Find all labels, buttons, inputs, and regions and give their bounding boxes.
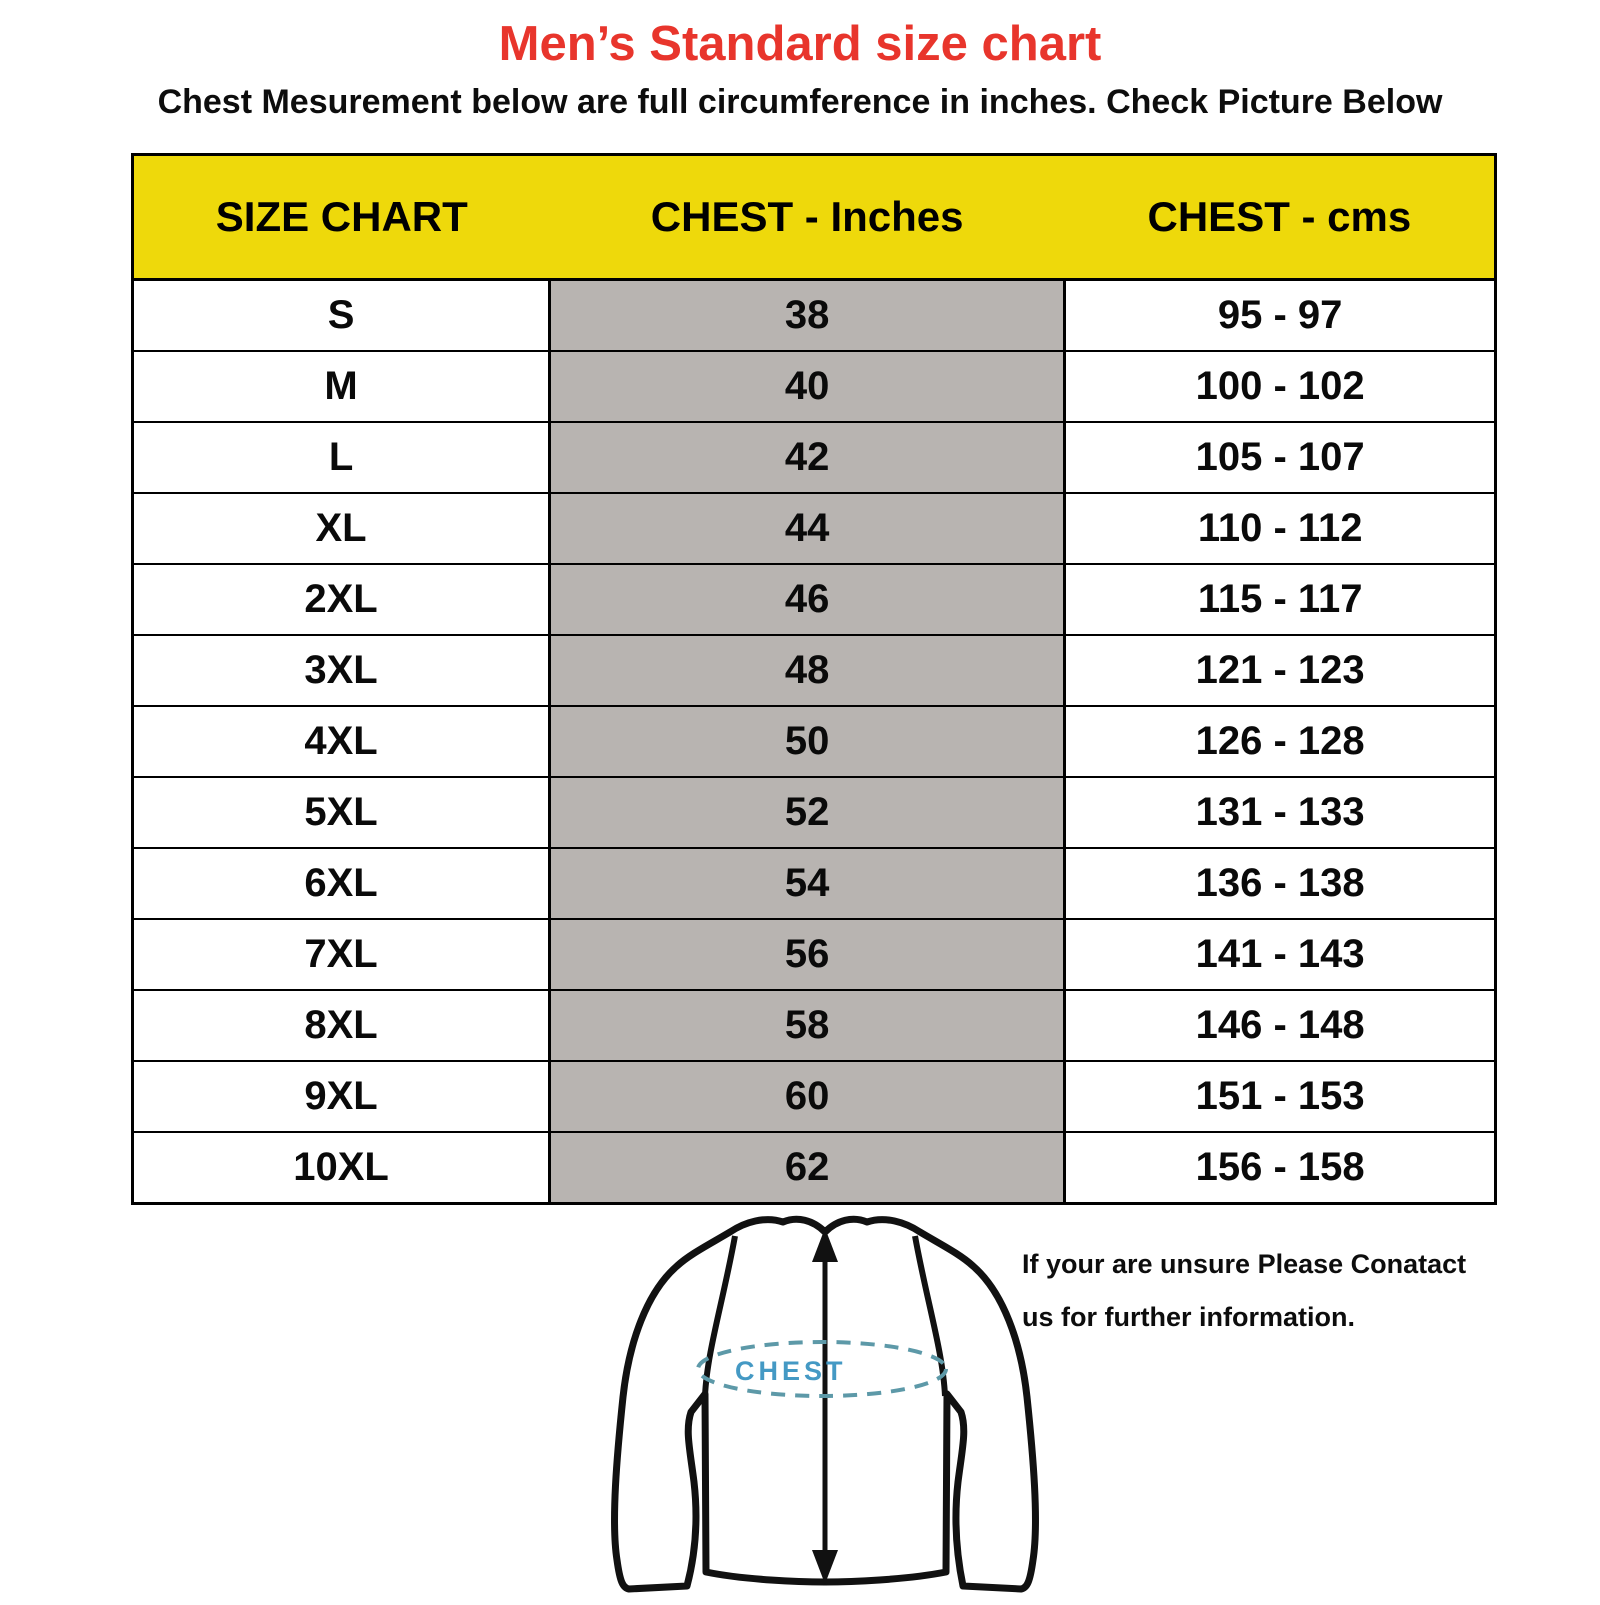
- page-title: Men’s Standard size chart: [498, 17, 1102, 71]
- column-header-chest-inches: CHEST - Inches: [550, 155, 1065, 280]
- chest-inches-cell: 52: [550, 777, 1065, 848]
- chest-cms-cell: 110 - 112: [1065, 493, 1496, 564]
- size-cell: S: [133, 280, 550, 352]
- size-cell: 4XL: [133, 706, 550, 777]
- chest-inches-cell: 60: [550, 1061, 1065, 1132]
- table-row: [133, 848, 1496, 919]
- table-row: [133, 493, 1496, 564]
- chest-cms-cell: 136 - 138: [1065, 848, 1496, 919]
- contact-note: [1022, 1238, 1466, 1344]
- table-row: [133, 1061, 1496, 1132]
- table-row: [133, 990, 1496, 1061]
- chest-inches-cell: 50: [550, 706, 1065, 777]
- size-cell: 7XL: [133, 919, 550, 990]
- contact-note-line1: If your are unsure Please Conatact: [1022, 1249, 1467, 1279]
- table-row: [133, 422, 1496, 493]
- size-table-body: [133, 280, 1496, 1204]
- chest-label: CHEST: [735, 1356, 847, 1386]
- size-cell: 3XL: [133, 635, 550, 706]
- chest-inches-cell: 42: [550, 422, 1065, 493]
- column-header-chest-cms: CHEST - cms: [1065, 155, 1496, 280]
- chest-inches-cell: 44: [550, 493, 1065, 564]
- page-subtitle: Chest Mesurement below are full circumference in inches. Check Picture Below: [157, 83, 1443, 121]
- size-chart-header-row: [133, 155, 1496, 280]
- chest-inches-cell: 38: [550, 280, 1065, 352]
- size-cell: 10XL: [133, 1132, 550, 1204]
- chest-inches-cell: 48: [550, 635, 1065, 706]
- table-row: [133, 706, 1496, 777]
- chest-inches-cell: 56: [550, 919, 1065, 990]
- jacket-outline-icon: [575, 1192, 1075, 1600]
- chest-inches-cell: 62: [550, 1132, 1065, 1204]
- chest-cms-cell: 105 - 107: [1065, 422, 1496, 493]
- table-row: [133, 351, 1496, 422]
- size-cell: 6XL: [133, 848, 550, 919]
- table-row: [133, 635, 1496, 706]
- chest-inches-cell: 46: [550, 564, 1065, 635]
- chest-cms-cell: 151 - 153: [1065, 1061, 1496, 1132]
- chest-inches-cell: 54: [550, 848, 1065, 919]
- size-cell: 8XL: [133, 990, 550, 1061]
- size-cell: 2XL: [133, 564, 550, 635]
- chest-cms-cell: 146 - 148: [1065, 990, 1496, 1061]
- size-cell: M: [133, 351, 550, 422]
- chest-cms-cell: 141 - 143: [1065, 919, 1496, 990]
- chest-cms-cell: 126 - 128: [1065, 706, 1496, 777]
- table-row: [133, 777, 1496, 848]
- jacket-measurement-diagram: [575, 1192, 1075, 1600]
- size-cell: L: [133, 422, 550, 493]
- column-header-size: SIZE CHART: [133, 155, 550, 280]
- chest-cms-cell: 115 - 117: [1065, 564, 1496, 635]
- chest-cms-cell: 100 - 102: [1065, 351, 1496, 422]
- chest-cms-cell: 95 - 97: [1065, 280, 1496, 352]
- chest-inches-cell: 40: [550, 351, 1065, 422]
- size-cell: 9XL: [133, 1061, 550, 1132]
- chest-cms-cell: 131 - 133: [1065, 777, 1496, 848]
- chest-cms-cell: 121 - 123: [1065, 635, 1496, 706]
- chest-cms-cell: 156 - 158: [1065, 1132, 1496, 1204]
- table-row: [133, 919, 1496, 990]
- table-row: [133, 280, 1496, 352]
- chest-inches-cell: 58: [550, 990, 1065, 1061]
- contact-note-line2: us for further information.: [1022, 1302, 1355, 1332]
- table-row: [133, 564, 1496, 635]
- size-cell: XL: [133, 493, 550, 564]
- size-cell: 5XL: [133, 777, 550, 848]
- size-chart-table: [131, 153, 1497, 1205]
